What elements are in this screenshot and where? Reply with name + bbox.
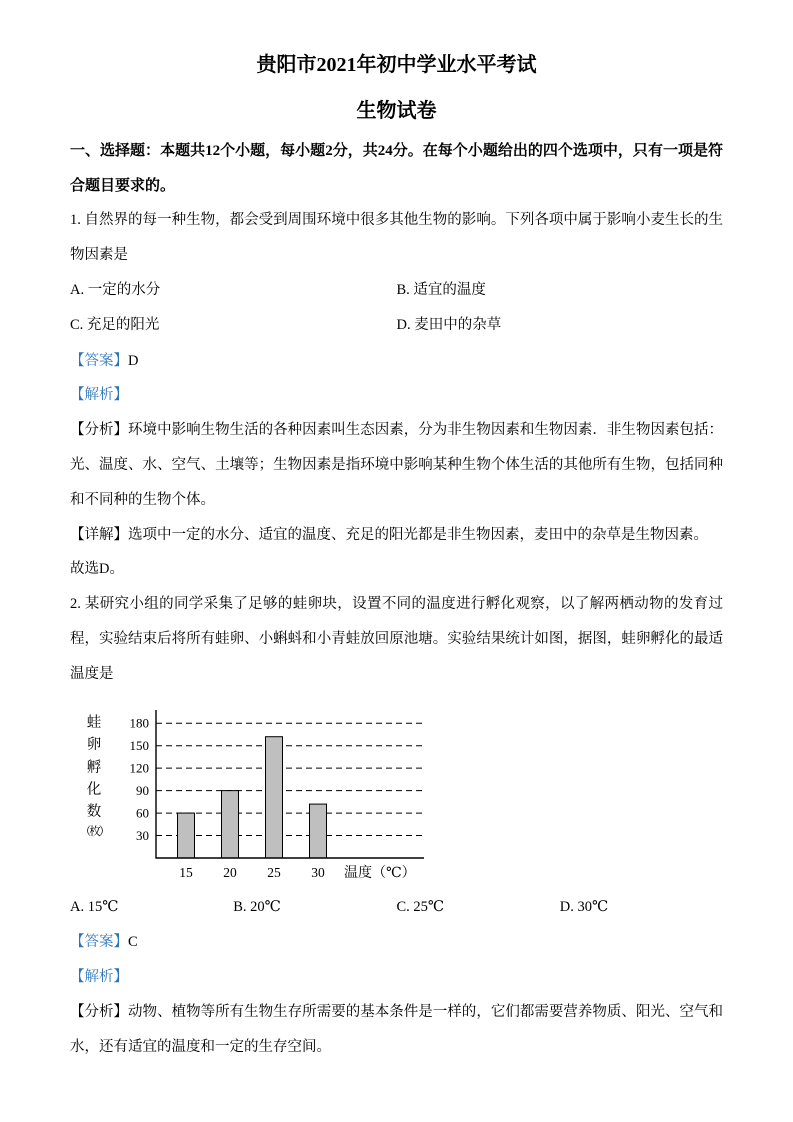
q2-jiexi-line bbox=[70, 960, 723, 995]
svg-text:25: 25 bbox=[267, 864, 281, 880]
doc-subtitle: 生物试卷 bbox=[356, 100, 437, 122]
q1-option-a: A. 一定的水分 bbox=[70, 281, 161, 298]
q2-answer-label: 【答案】 bbox=[70, 934, 128, 951]
q1-conclusion: 故选D。 bbox=[70, 561, 124, 578]
q1-answer-value: D bbox=[128, 352, 139, 369]
q2-fenxi-paragraph: 【分析】动物、植物等所有生物生存所需要的基本条件是一样的，它们都需要营养物质、阳光、空气和水，还有适宜的温度和一定的生存空间。 bbox=[70, 1003, 723, 1055]
svg-text:120: 120 bbox=[129, 760, 149, 776]
svg-text:90: 90 bbox=[136, 782, 149, 798]
question-1-stem: 1. 自然界的每一种生物，都会受到周围环境中很多其他生物的影响。下列各项中属于影响小麦生长的生物因素是 bbox=[70, 212, 723, 263]
frog-egg-hatch-chart bbox=[78, 704, 723, 886]
q1-option-d: D. 麦田中的杂草 bbox=[396, 317, 502, 334]
svg-text:150: 150 bbox=[129, 737, 149, 753]
q1-jiexi-line bbox=[70, 378, 723, 413]
q2-option-b: B. 20℃ bbox=[233, 898, 281, 915]
svg-text:30: 30 bbox=[311, 864, 325, 880]
q1-answer-line bbox=[70, 344, 723, 379]
svg-text:15: 15 bbox=[179, 864, 193, 880]
doc-title: 贵阳市2021年初中学业水平考试 bbox=[256, 54, 537, 76]
q2-option-d: D. 30℃ bbox=[559, 898, 609, 915]
chart-y-axis-label: 蛙 卵 孵 化 数 （枚） bbox=[79, 714, 109, 838]
question-1-options-row-1 bbox=[70, 273, 723, 309]
q2-option-a: A. 15℃ bbox=[70, 898, 119, 915]
question-1-options-row-2 bbox=[70, 308, 723, 344]
q1-answer-label: 【答案】 bbox=[70, 352, 128, 369]
question-2-stem: 2. 某研究小组的同学采集了足够的蛙卵块，设置不同的温度进行孵化观察，以了解两栖动物的发育过程，实验结束后将所有蛙卵、小蝌蚪和小青蛙放回原池塘。实验结果统计如图，据图，蛙卵孵化的最适温度是 bbox=[70, 596, 723, 682]
q1-jiexi-label: 【解析】 bbox=[70, 387, 128, 404]
q2-answer-value: C bbox=[128, 934, 138, 951]
q1-xiangjie-paragraph: 【详解】选项中一定的水分、适宜的温度、充足的阳光都是非生物因素，麦田中的杂草是生物因素。 bbox=[70, 526, 708, 543]
svg-text:温度（℃）: 温度（℃） bbox=[344, 865, 416, 881]
q1-option-b: B. 适宜的温度 bbox=[396, 281, 486, 298]
q1-fenxi-paragraph: 【分析】环境中影响生物生活的各种因素叫生态因素，分为非生物因素和生物因素．非生物因素包括：光、温度、水、空气、土壤等；生物因素是指环境中影响某种生物个体生活的其他所有生物，包括同种和不同种的生物个体。 bbox=[70, 422, 723, 508]
svg-text:180: 180 bbox=[129, 715, 149, 731]
q2-jiexi-label: 【解析】 bbox=[70, 968, 128, 985]
question-2-options-row bbox=[70, 890, 723, 926]
svg-text:30: 30 bbox=[136, 827, 149, 843]
svg-text:20: 20 bbox=[223, 864, 237, 880]
svg-text:60: 60 bbox=[136, 805, 149, 821]
q1-option-c: C. 充足的阳光 bbox=[70, 317, 160, 334]
q2-option-c: C. 25℃ bbox=[396, 898, 445, 915]
section-header: 一、选择题：本题共12个小题，每小题2分，共24分。在每个小题给出的四个选项中，只有一项是符合题目要求的。 bbox=[70, 143, 723, 194]
q2-answer-line bbox=[70, 925, 723, 960]
bar-chart-svg bbox=[110, 704, 446, 886]
